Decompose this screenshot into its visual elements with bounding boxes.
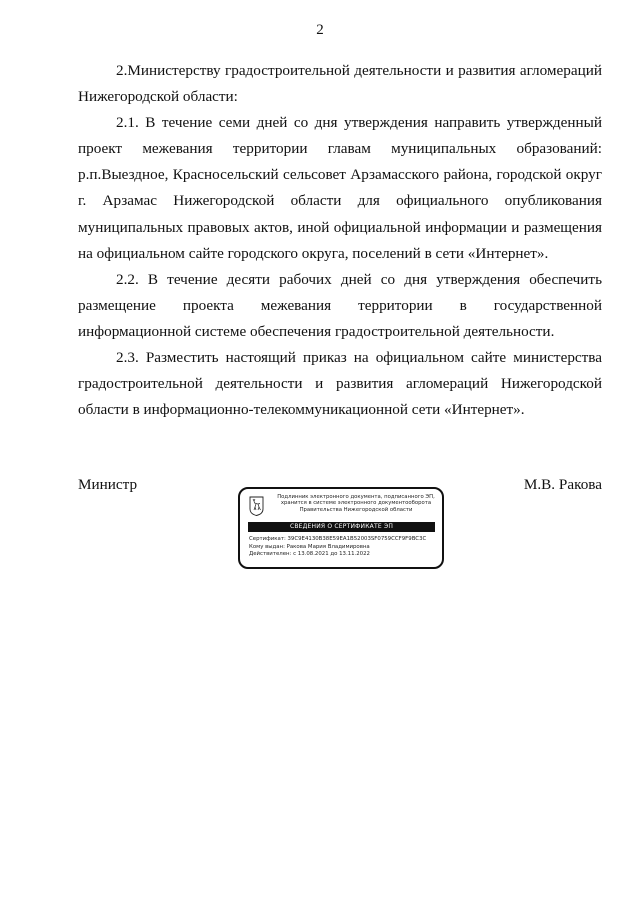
document-body [78,58,602,423]
stamp-header [272,494,440,513]
issued-to-value: Ракова Мария Владимировна [286,543,370,550]
stamp-title-bar: СВЕДЕНИЯ О СЕРТИФИКАТЕ ЭП [248,522,435,532]
stamp-details [249,536,439,559]
issued-to-label: Кому выдан: [249,543,285,550]
certificate-label: Сертификат: [249,536,286,542]
deer-emblem-icon [249,496,264,516]
certificate-row [249,536,439,544]
stamp-header-line: хранится в системе электронного документооборота [280,500,432,507]
paragraph-2-3: 2.3. Разместить настоящий приказ на официальном сайте министерства градостроительной деятельности и развития агломераций Нижегородской области в информационно-телекоммуникационной сети «Интернет». [78,349,602,419]
electronic-signature-stamp [238,487,444,569]
validity-label: Действителен: [249,551,292,558]
paragraph-2: 2.Министерству градостроительной деятельности и развития агломераций Нижегородской области: [78,62,602,106]
signatory-position: Министр [78,476,138,493]
stamp-header-line: Правительства Нижегородской области [299,506,413,513]
validity-value: с 13.08.2021 до 13.11.2022 [293,551,370,558]
paragraph-2-1: 2.1. В течение семи дней со дня утверждения направить утвержденный проект межевания территории главам муниципальных образований: р.п.Выездное, Красносельский сельсовет Арзамасского района, городской округ г. Арзамас Нижегородской области для официального опубликования муниципальных правовых актов, иной официальной информации и размещения на официальном сайте городского округа, поселений в сети «Интернет». [78,114,602,262]
signatory-name: М.В. Ракова [523,476,602,493]
stamp-header-line: Подлинник электронного документа, подписанного ЭП, [277,494,435,500]
certificate-value: 39C9E4130B38E59EA1B52003SF0759CCF9F9BC3C [287,536,427,542]
validity-row [249,551,439,559]
paragraph-2-2: 2.2. В течение десяти рабочих дней со дня утверждения обеспечить размещение проекта межевания территории в государственной информационной системе обеспечения градостроительной деятельности. [78,270,602,340]
page-number: 2 [316,22,324,38]
